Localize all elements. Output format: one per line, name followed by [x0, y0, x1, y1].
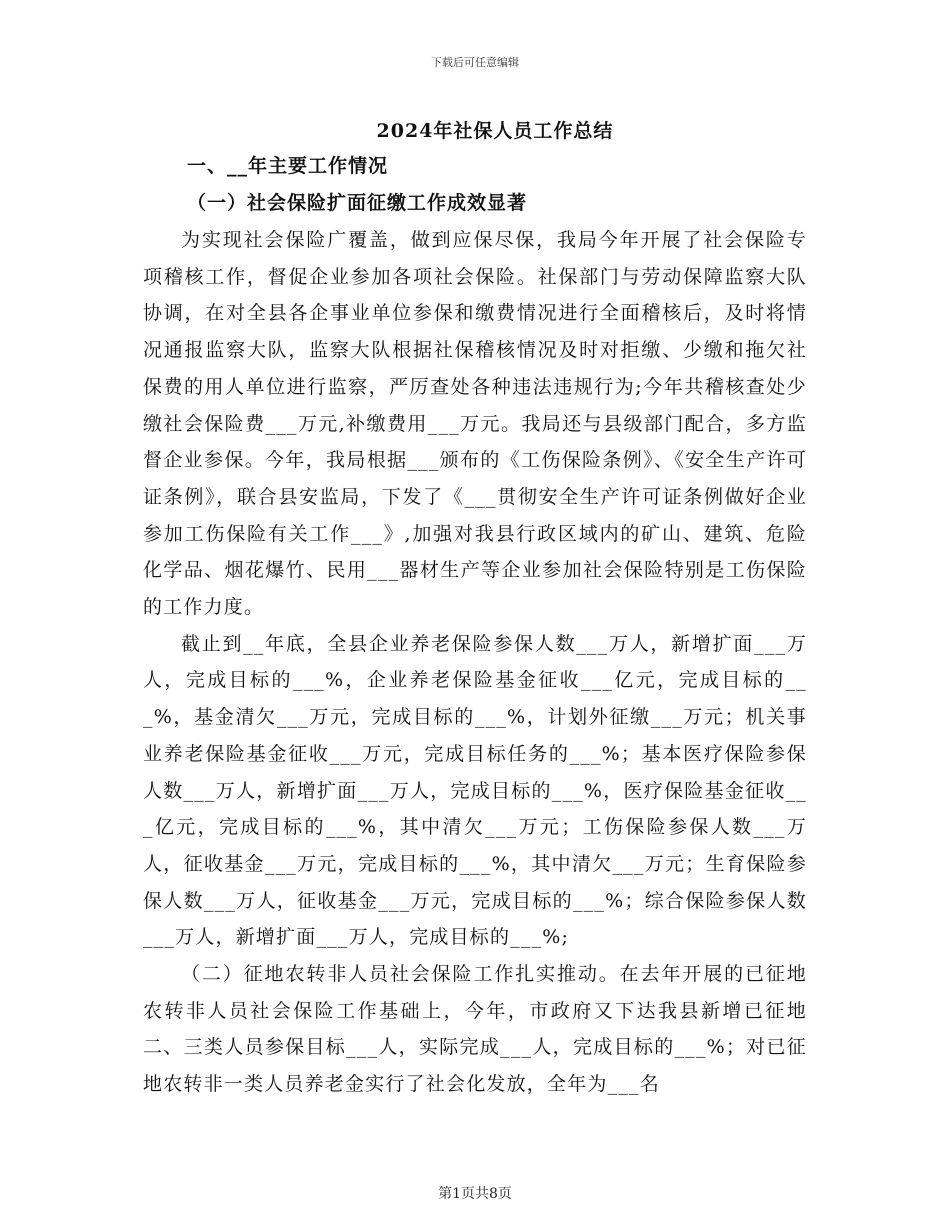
- paragraph: 截止到__年底，全县企业养老保险参保人数___万人，新增扩面___万人，完成目标的___%，企业养老保险基金征收___亿元，完成目标的___%，基金清欠___万元，完成目标的___%，计划外征缴___万元；机关事业养老保险基金征收___万元，完成目标任务的___%；基本医疗保险参保人数___万人，新增扩面___万人，完成目标的___%，医疗保险基金征收___亿元，完成目标的___%，其中清欠___万元；工伤保险参保人数___万人，征收基金___万元，完成目标的___%，其中清欠___万元；生育保险参保人数___万人，征收基金___万元，完成目标的___%；综合保险参保人数___万人，新增扩面___万人，完成目标的___%;: [143, 632, 807, 949]
- paragraph: 为实现社会保险广覆盖，做到应保尽保，我局今年开展了社会保险专项稽核工作，督促企业参加各项社会保险。社保部门与劳动保障监察大队协调，在对全县各企事业单位参保和缴费情况进行全面稽核后，及时将情况通报监察大队，监察大队根据社保稽核情况及时对拒缴、少缴和拖欠社保费的用人单位进行监察，严厉查处各种违法违规行为;今年共稽核查处少缴社会保险费___万元,补缴费用___万元。我局还与县级部门配合，多方监督企业参保。今年，我局根据___颁布的《工伤保险条例》、《安全生产许可证条例》，联合县安监局，下发了《___贯彻安全生产许可证条例做好企业参加工伤保险有关工作___》,加强对我县行政区域内的矿山、建筑、危险化学品、烟花爆竹、民用___器材生产等企业参加社会保险特别是工伤保险的工作力度。: [143, 229, 807, 619]
- page-header-note: 下载后可任意编辑: [431, 56, 519, 69]
- document-title: 2024年社保人员工作总结: [376, 120, 614, 142]
- page-number: 第1页共8页: [438, 1186, 512, 1202]
- document-body: [143, 222, 807, 1103]
- subsection-heading: （一）社会保险扩面征缴工作成效显著: [187, 192, 528, 214]
- section-heading: 一、__年主要工作情况: [187, 155, 389, 177]
- paragraph: （二）征地农转非人员社会保险工作扎实推动。在去年开展的已征地农转非人员社会保险工作基础上，今年，市政府又下达我县新增已征地二、三类人员参保目标___人，实际完成___人，完成目标的___%；对已征地农转非一类人员养老金实行了社会化发放，全年为___名: [143, 963, 807, 1096]
